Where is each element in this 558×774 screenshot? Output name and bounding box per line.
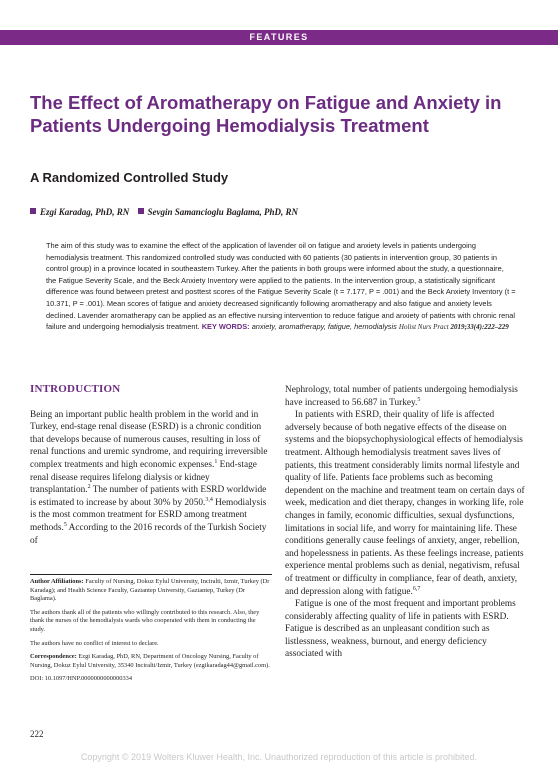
author-list: [30, 207, 530, 217]
journal-name: Holist Nurs Pract: [398, 323, 449, 332]
body-paragraph: Fatigue is one of the most frequent and important problems considerably affecting quality of life in patients with ESRD. Fatigue is described as an unpleasant condition such as listlessness, weakness, burnout, and energy deficiency associated with: [285, 599, 516, 660]
introduction-heading: INTRODUCTION: [30, 383, 121, 395]
left-column: [30, 383, 272, 547]
page-number: 222: [30, 729, 44, 739]
acknowledgements: The authors thank all of the patients who willingly contributed to this research. Also, they thank the nurses of the hemodialysis wards who cooperated with them in conducting the study.: [30, 608, 260, 633]
article-title: The Effect of Aromatherapy on Fatigue and Anxiety in Patients Undergoing Hemodialysis Treatment: [30, 92, 502, 136]
affiliations: Author Affiliations: Faculty of Nursing, Dokuz Eylul University, Inciralti, Izmir, Turkey (Dr Karadag); and Health Science Faculty, Gaziantep University, Gaziantep, Turkey (Dr Baglama).: [30, 578, 270, 603]
body-paragraph: In patients with ESRD, their quality of life is affected adversely because of both negative effects of the disease on systems and the biopsychophysiological effects of hemodialysis treatment. Although hemodialysis treatment saves lives of patients, this treatment considerably limits normal lifestyle and quality of life. Patients face problems such as becoming dependent on the machine and treatment team on certain days of week, medication and diet therapy, changes in working life, role changes in family, economic difficulties, sexual dysfunctions, limitations in social life, and worry for maintaining life. These conditions generally cause feelings of anxiety, anger, rebellion, and hopelessness in patients. As these feelings increase, patients experience mental problems such as denial, negativism, refusal of treatment or difficulty in compliance, fear of death, anxiety, and depression along with fatigue.$^{6,7}$: [285, 410, 525, 597]
intro-paragraph: Being an important public health problem in the world and in Turkey, end-stage renal disease (ESRD) is a chronic condition that develops because of numerous causes, resulting in loss of renal functions and uremic syndrome, and requiring irreversible complex treatments and high economic expenses.$^1$ End-stage renal disease requires lifelong dialysis or kidney transplantation.$^2$ The number of patients with ESRD worldwide is estimated to increase by about 30% by 2050.$^{3,4}$ Hemodialysis is the most common treatment for ESRD among treatment methods.$^5$ According to the 2016 records of the Turkish Society of: [30, 409, 268, 546]
abstract: [46, 240, 516, 334]
copyright-notice: Copyright © 2019 Wolters Kluwer Health, Inc. Unauthorized reproduction of this article is prohibited.: [80, 752, 478, 762]
section-banner: FEATURES: [0, 30, 558, 45]
author-name: Ezgi Karadag, PhD, RN: [40, 207, 130, 217]
abstract-text: The aim of this study was to examine the effect of the application of lavender oil on fatigue and anxiety levels in patients undergoing hemodialysis treatment. This randomized controlled study was conducted with 60 patients (30 patients in intervention group, 30 patients in control group) in a province located in southeastern Turkey. After the patients in both groups were informed about the study, a questionnaire, the Fatigue Severity Scale, and the Beck Anxiety Inventory were applied to the patients. In the intervention group, a statistically significant difference was found between pretest and posttest scores of the Fatigue Severity Scale (t = 7.177, P = .001) and the Beck Anxiety Inventory (t = 10.371, P = .001). Mean scores of fatigue and anxiety decreased significantly following aromatherapy and also fatigue and anxiety levels declined. Lavender aromatherapy can be applied as an effective nursing intervention to reduce fatigue and anxiety of patients with chronic renal failure and undergoing hemodialysis treatment.: [46, 241, 516, 332]
body-paragraph: Nephrology, total number of patients undergoing hemodialysis have increased to 56.687 in Turkey.$^5$: [285, 385, 518, 408]
keywords: anxiety, aromatherapy, fatigue, hemodialysis: [251, 322, 397, 332]
doi: DOI: 10.1097/HNP.0000000000000334: [30, 675, 133, 683]
article-subtitle: A Randomized Controlled Study: [30, 170, 229, 185]
correspondence: Correspondence: Ezgi Karadag, PhD, RN, Department of Oncology Nursing, Faculty of Nursing, Dokuz Eylul University, 35340 Inciralti/Izmir, Turkey (ezgikaradag44@gmail.com).: [30, 653, 270, 669]
conflict-statement: The authors have no conflict of interest to declare.: [30, 639, 159, 647]
keywords-label: KEY WORDS:: [201, 322, 250, 332]
square-bullet-icon: [138, 208, 144, 214]
right-column: [285, 384, 527, 661]
square-bullet-icon: [30, 208, 36, 214]
author-notes: [30, 574, 272, 689]
author-name: Sevgin Samancioglu Baglama, PhD, RN: [147, 207, 299, 217]
citation-volume: 2019;33(4):222–229: [450, 323, 509, 332]
journal-citation: [399, 323, 509, 331]
